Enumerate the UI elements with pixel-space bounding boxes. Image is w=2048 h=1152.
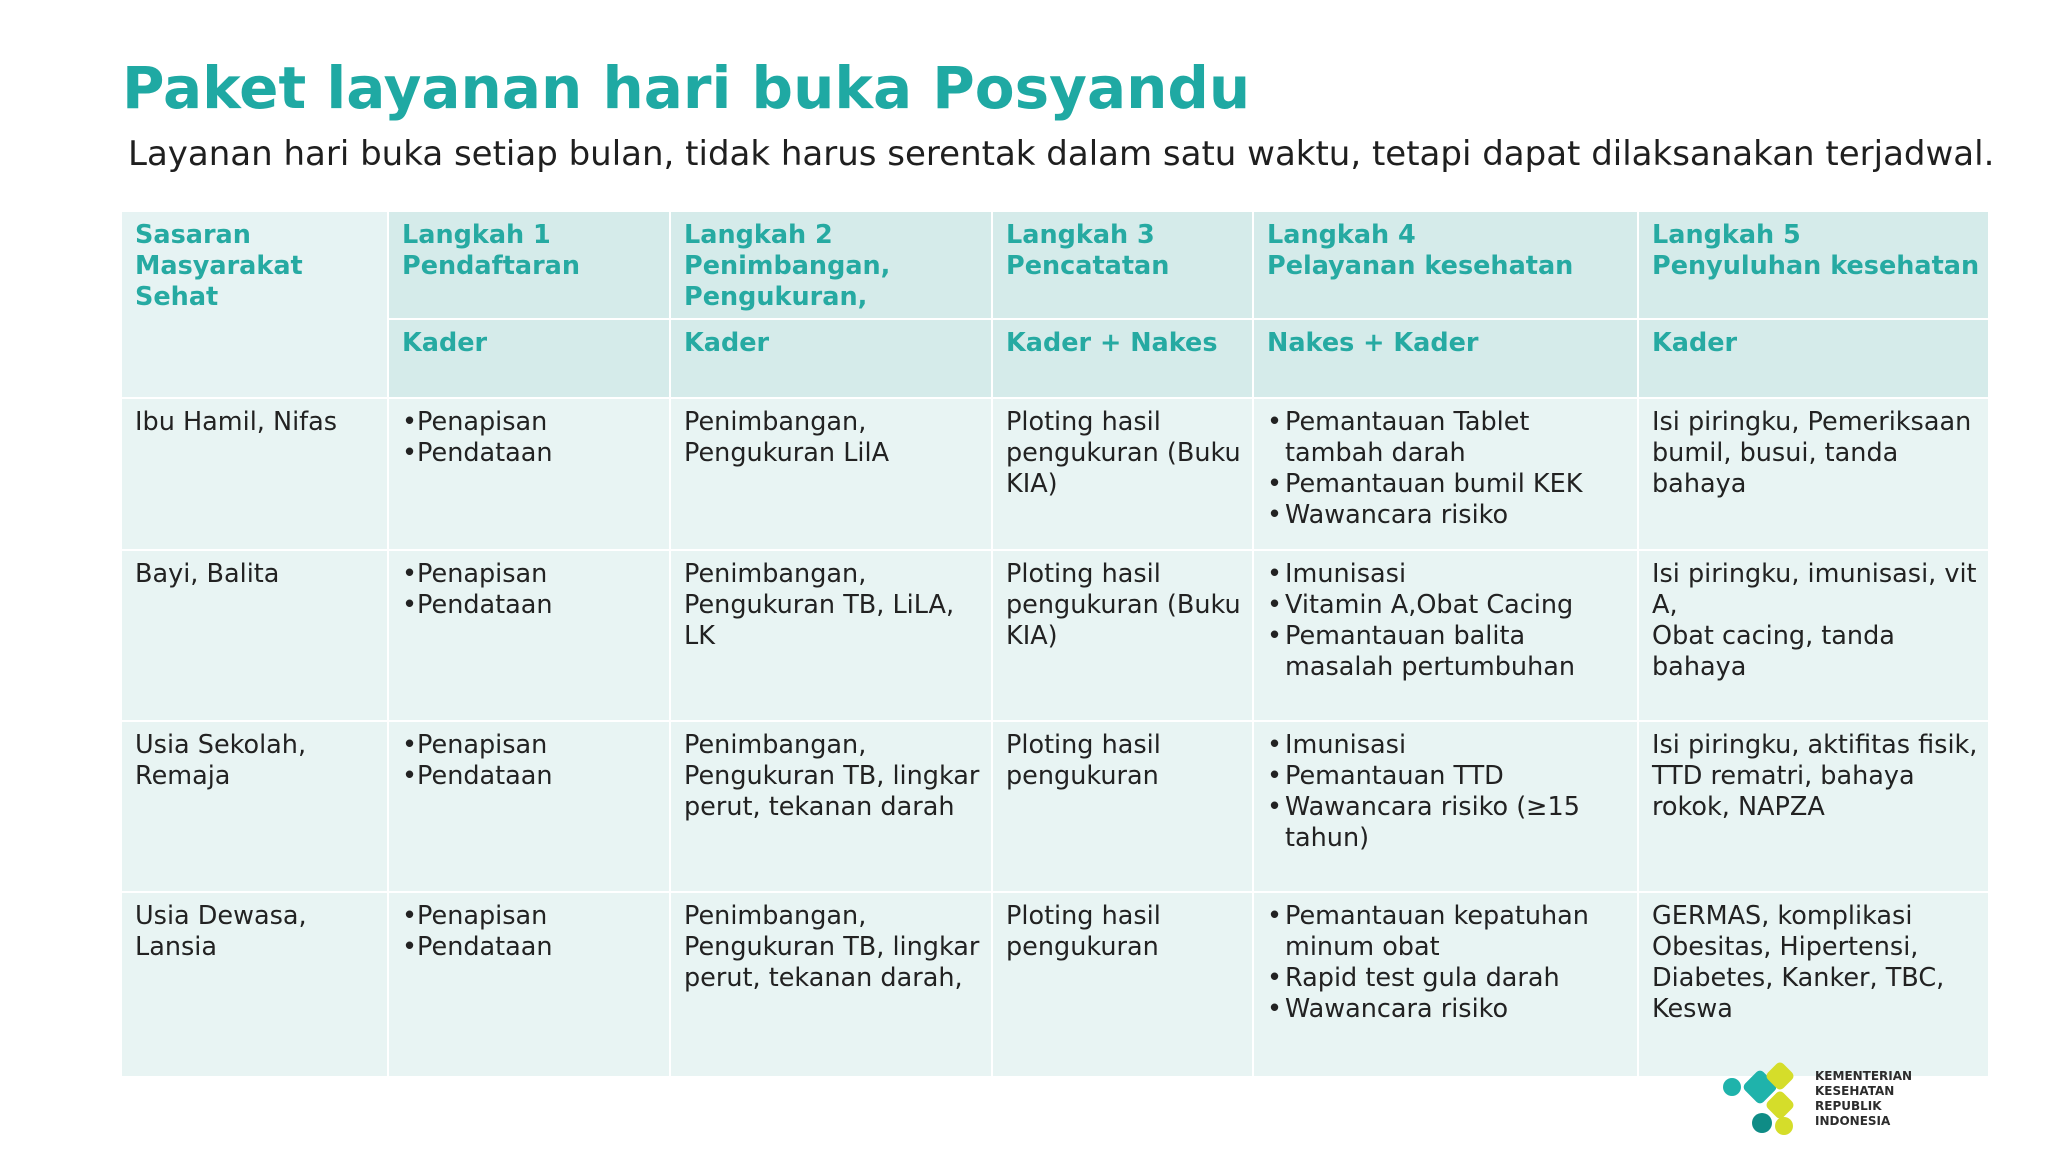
list-item: • Pemantauan balita masalah pertumbuhan [1267,621,1629,683]
cell-step-3: Ploting hasil pengukuran (Buku KIA) [992,398,1253,550]
cell-step-3: Ploting hasil pengukuran (Buku KIA) [992,550,1253,721]
cell-step-3: Ploting hasil pengukuran [992,892,1253,1077]
logo-wordmark: KEMENTERIAN KESEHATAN REPUBLIK INDONESIA [1815,1069,1913,1128]
list-item: • Pemantauan bumil KEK [1267,469,1629,500]
cell-step-2: Penimbangan, Pengukuran TB, lingkar perut, tekanan darah [670,721,992,892]
table-row [122,721,1988,892]
logo-bottom-yellow-dot [1775,1117,1793,1135]
actor-step-5: Kader [1638,319,1988,398]
cell-step-5: Isi piringku, Pemeriksaan bumil, busui, tanda bahaya [1638,398,1988,550]
cell-step-4 [1253,721,1638,892]
list-item: • Vitamin A,Obat Cacing [1267,590,1629,621]
list-item: • Wawancara risiko [1267,994,1629,1025]
cell-target: Usia Sekolah, Remaja [122,721,388,892]
cell-target: Usia Dewasa, Lansia [122,892,388,1077]
table-row [122,892,1988,1077]
header-step-3: Langkah 3 Pencatatan [992,212,1253,319]
header-step-1: Langkah 1 Pendaftaran [388,212,670,319]
table-row [122,550,1988,721]
page-subtitle: Layanan hari buka setiap bulan, tidak harus serentak dalam satu waktu, tetapi dapat dilaksanakan terjadwal. [128,134,1995,174]
cell-step-1: •Penapisan •Pendataan [388,398,670,550]
header-step-2: Langkah 2 Penimbangan, Pengukuran, [670,212,992,319]
actor-step-2: Kader [670,319,992,398]
cell-step-1: •Penapisan •Pendataan [388,721,670,892]
list-item: • Pemantauan TTD [1267,761,1629,792]
service-table [122,212,1988,1078]
page-title: Paket layanan hari buka Posyandu [122,54,1251,122]
list-item: • Wawancara risiko (≥15 tahun) [1267,792,1629,854]
cell-step-4 [1253,892,1638,1077]
cell-step-4 [1253,550,1638,721]
cell-step-4 [1253,398,1638,550]
cell-step-3: Ploting hasil pengukuran [992,721,1253,892]
cell-step-2: Penimbangan, Pengukuran TB, lingkar perut, tekanan darah, [670,892,992,1077]
cell-step-2: Penimbangan, Pengukuran LilA [670,398,992,550]
actor-step-1: Kader [388,319,670,398]
actor-step-4: Nakes + Kader [1253,319,1638,398]
list-item: • Imunisasi [1267,559,1629,590]
cell-step-5: Isi piringku, aktifitas fisik, TTD rematri, bahaya rokok, NAPZA [1638,721,1988,892]
table-actor-row [122,319,1988,398]
actor-step-3: Kader + Nakes [992,319,1253,398]
cell-step-5: Isi piringku, imunisasi, vit A, Obat cacing, tanda bahaya [1638,550,1988,721]
list-item: • Imunisasi [1267,730,1629,761]
cell-step-1: •Penapisan •Pendataan [388,892,670,1077]
cell-step-2: Penimbangan, Pengukuran TB, LiLA, LK [670,550,992,721]
cell-target: Bayi, Balita [122,550,388,721]
cell-target: Ibu Hamil, Nifas [122,398,388,550]
list-item: • Wawancara risiko [1267,500,1629,531]
logo-bottom-dot [1752,1113,1772,1133]
list-item: • Pemantauan kepatuhan minum obat [1267,901,1629,963]
table-header-row [122,212,1988,319]
list-item: • Rapid test gula darah [1267,963,1629,994]
cell-step-5: GERMAS, komplikasi Obesitas, Hipertensi, Diabetes, Kanker, TBC, Keswa [1638,892,1988,1077]
list-item: • Pemantauan Tablet tambah darah [1267,407,1629,469]
cell-step-1: •Penapisan •Pendataan [388,550,670,721]
header-step-4: Langkah 4 Pelayanan kesehatan [1253,212,1638,319]
table-row [122,398,1988,550]
logo-left-dot [1723,1078,1741,1096]
header-step-5: Langkah 5 Penyuluhan kesehatan [1638,212,1988,319]
header-sasaran: Sasaran Masyarakat Sehat [122,212,388,398]
